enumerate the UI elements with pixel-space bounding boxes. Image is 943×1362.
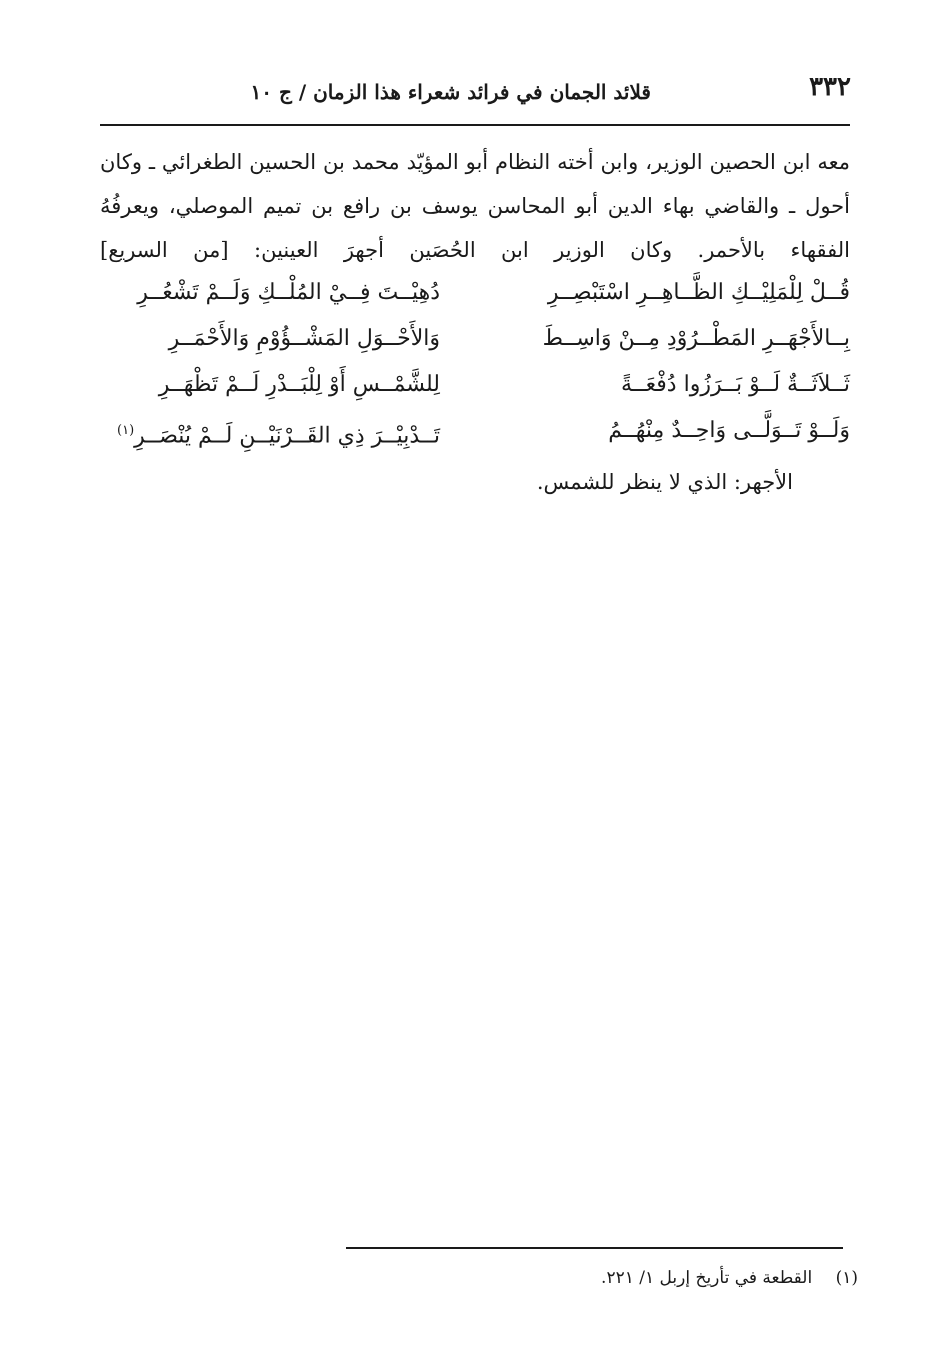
verse [100,272,850,318]
body-paragraph [100,140,850,272]
second-hemistich-with-note [100,410,440,457]
first-hemistich: ثَــلاَثَــةٌ لَــوْ بَــرَزُوا دُفْعَــةً [620,372,850,397]
second-hemistich: وَالأَحْــوَلِ المَشْــؤُوْمِ وَالأَحْمَــرِ [168,326,440,351]
second-hemistich: لِلشَّمْــسِ أَوْ لِلْبَــدْرِ لَــمْ تَظْهَــرِ [158,372,440,397]
gloss-line: الأجهر: الذي لا ينظر للشمس. [536,470,793,494]
verse [100,410,850,456]
footnote-rule [346,1247,843,1249]
verse [100,364,850,410]
prose-line: الفقهاء بالأحمر. وكان الوزير ابن الحُصَين أجهرَ العينين: [من السريع] [100,238,850,262]
page-number: ٣٣٢ [809,72,851,102]
first-hemistich: وَلَــوْ تَــوَلَّــى وَاحِــدٌ مِنْهُــمُ [608,418,850,443]
second-hemistich-text: تَــدْبِيْــرَ ذِي القَــرْنَيْــنِ لَــمْ يُنْصَــرِ [134,423,440,449]
second-hemistich: دُهِيْــتَ فِــيْ المُلْــكِ وَلَــمْ تَشْعُــرِ [137,280,440,305]
page-header [100,70,851,118]
footnote-reference[interactable]: (١) [117,423,135,438]
footnote [601,1268,858,1288]
first-hemistich: قُــلْ لِلْمَلِيْــكِ الظَّــاهِــرِ اسْتَبْصِــرِ [547,280,850,305]
header-rule [100,124,850,126]
running-title: قلائد الجمان في فرائد شعراء هذا الزمان / ج ١٠ [250,80,651,104]
footnote-text: القطعة في تأريخ إربل ١/ ٢٢١. [601,1268,813,1288]
first-hemistich: بِــالأَجْهَــرِ المَطْــرُوْدِ مِــنْ وَاسِــطَ [542,326,850,351]
poem [100,272,850,456]
prose-line: معه ابن الحصين الوزير، وابن أخته النظام أبو المؤيّد محمد بن الحسين الطغرائي ـ وكان [100,150,850,174]
verse [100,318,850,364]
prose-line: أحول ـ والقاضي بهاء الدين أبو المحاسن يوسف بن رافع بن تميم الموصلي، ويعرفُهُ [100,194,850,218]
footnote-number: (١) [835,1268,858,1288]
